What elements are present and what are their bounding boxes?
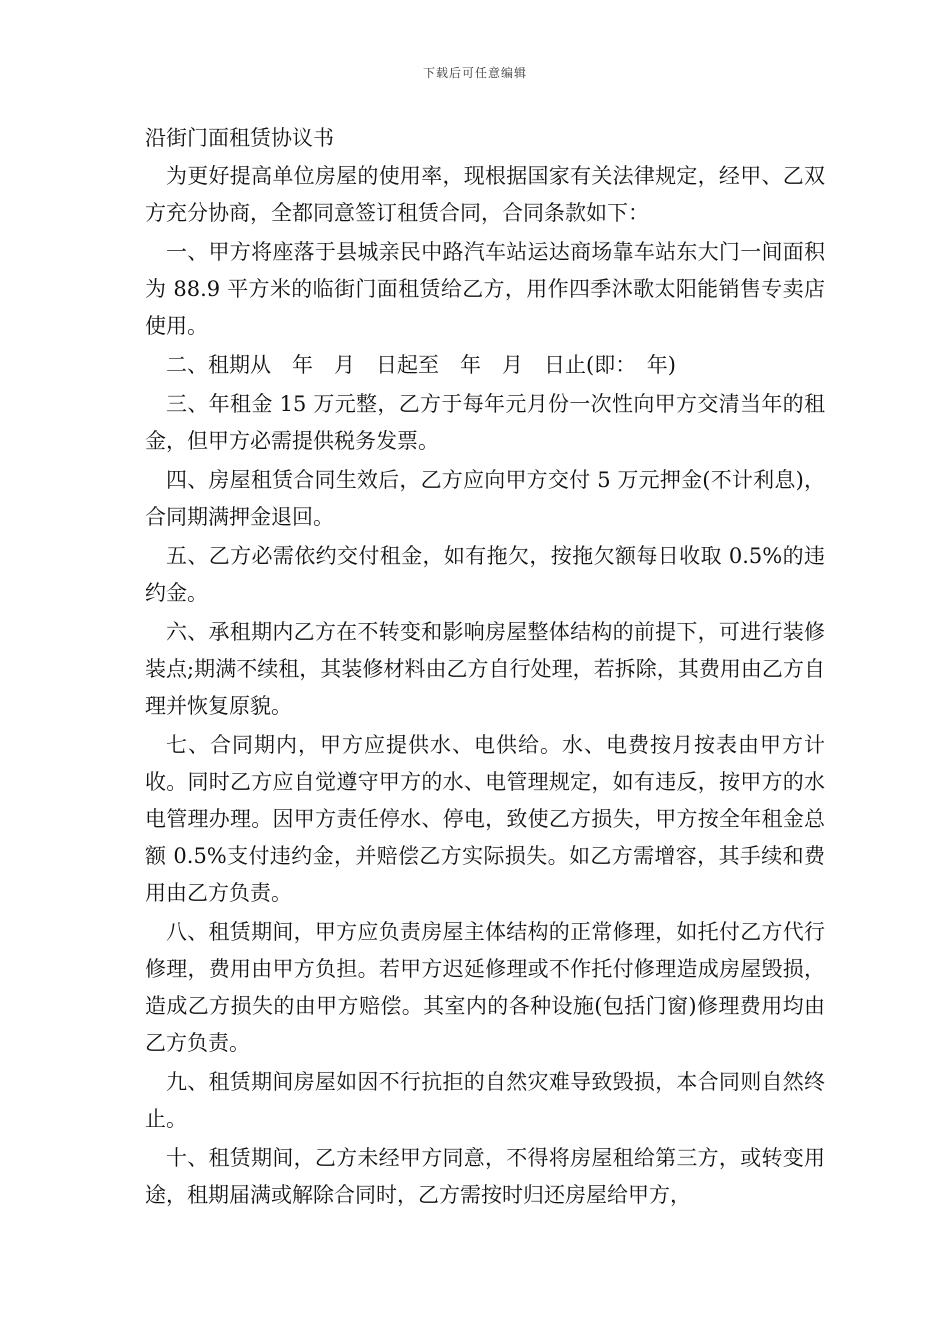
clause-9: 九、租赁期间房屋如因不行抗拒的自然灾难导致毁损，本合同则自然终止。 (145, 1070, 825, 1131)
clause-8: 八、租赁期间，甲方应负责房屋主体结构的正常修理，如托付乙方代行修理，费用由甲方负担。若甲方迟延修理或不作托付修理造成房屋毁损，造成乙方损失的由甲方赔偿。其室内的各种设施(包括门窗)修理费用均由乙方负责。 (145, 920, 825, 1055)
clause-5: 五、乙方必需依约交付租金，如有拖欠，按拖欠额每日收取 0.5%的违约金。 (145, 544, 825, 605)
clause-3: 三、年租金 15 万元整，乙方于每年元月份一次性向甲方交清当年的租金，但甲方必需提供税务发票。 (145, 392, 825, 453)
page-header: 下载后可任意编辑 (422, 66, 527, 80)
clause-10: 十、租赁期间，乙方未经甲方同意，不得将房屋租给第三方，或转变用途，租期届满或解除合同时，乙方需按时归还房屋给甲方， (145, 1146, 825, 1207)
clause-6: 六、承租期内乙方在不转变和影响房屋整体结构的前提下，可进行装修装点;期满不续租，其装修材料由乙方自行处理，若拆除，其费用由乙方自理并恢复原貌。 (145, 620, 825, 718)
paragraph-intro: 为更好提高单位房屋的使用率，现根据国家有关法律规定，经甲、乙双方充分协商，全都同意签订租赁合同，合同条款如下： (145, 164, 825, 225)
document-body (145, 124, 825, 1216)
clause-7: 七、合同期内，甲方应提供水、电供给。水、电费按月按表由甲方计收。同时乙方应自觉遵守甲方的水、电管理规定，如有违反，按甲方的水电管理办理。因甲方责任停水、停电，致使乙方损失，甲方按全年租金总额 0.5%支付违约金，并赔偿乙方实际损失。如乙方需增容，其手续和费用由乙方负责。 (145, 733, 825, 905)
document-title: 沿街门面租赁协议书 (145, 126, 334, 150)
clause-2: 二、租期从 年 月 日起至 年 月 日止(即： 年) (166, 353, 676, 377)
clause-1: 一、甲方将座落于县城亲民中路汽车站运达商场靠车站东大门一间面积为 88.9 平方米的临街门面租赁给乙方，用作四季沐歌太阳能销售专卖店使用。 (145, 240, 825, 338)
clause-4: 四、房屋租赁合同生效后，乙方应向甲方交付 5 万元押金(不计利息)，合同期满押金退回。 (145, 468, 825, 529)
